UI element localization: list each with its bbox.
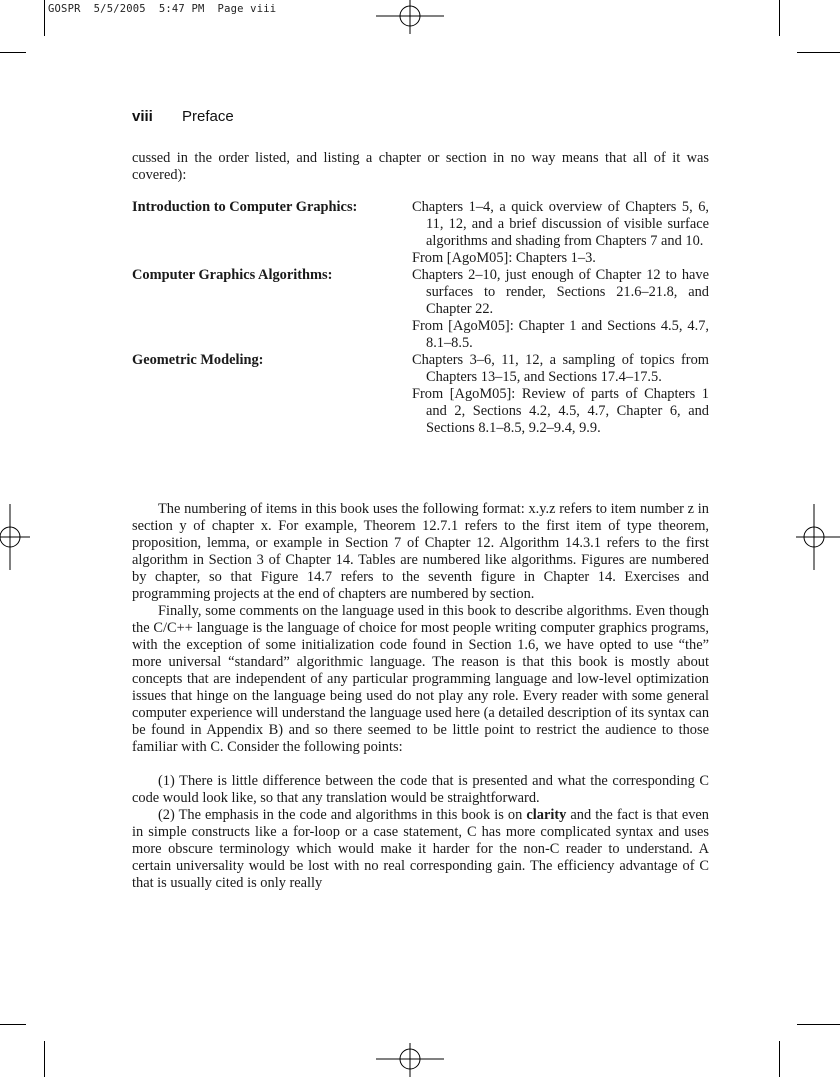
registration-mark-left: [0, 504, 30, 570]
crop-mark-bottom-right-h: [797, 1024, 840, 1025]
course-list: [132, 199, 709, 437]
registration-mark-right: [796, 504, 840, 570]
crop-mark-top-left-v: [44, 0, 45, 36]
crop-mark-bottom-right-v: [779, 1041, 780, 1077]
course-description: [412, 352, 709, 437]
registration-mark-bottom: [376, 1043, 444, 1077]
course-item: From [AgoM05]: Chapters 1–3.: [412, 250, 596, 266]
course-name: Computer Graphics Algorithms:: [132, 267, 333, 283]
point-2-paragraph: [132, 807, 709, 892]
course-item: From [AgoM05]: Chapter 1 and Sections 4.5, 4.7, 8.1–8.5.: [412, 318, 709, 351]
course-description: [412, 199, 709, 267]
registration-mark-top: [376, 0, 444, 34]
crop-mark-top-right-h: [797, 52, 840, 53]
course-entry: [132, 267, 709, 352]
language-paragraph: Finally, some comments on the language used in this book to describe algorithms. Even though the C/C++ language is the language of choice for most people writing computer graphics programs, with the exception of some initialization code found in Section 1.6, we have opted to use “the” more universal “standard” algorithmic language. The reason is that this book is mostly about concepts that are independent of any particular programming language and low-level optimization issues that hinge on the language being used do not play any role. Every reader with some general computer experience will understand the language used here (a detailed description of its syntax can be found in Appendix B) and so there seemed to be little point to restrict the audience to those familiar with C. Consider the following points:: [132, 603, 710, 755]
course-name: Geometric Modeling:: [132, 352, 264, 368]
point-2-text-start: (2) The emphasis in the code and algorithms in this book is on: [158, 807, 527, 823]
running-head: [132, 108, 234, 125]
crop-mark-bottom-left-h: [0, 1024, 26, 1025]
course-entry: [132, 352, 709, 437]
course-item: From [AgoM05]: Review of parts of Chapters 1 and 2, Sections 4.2, 4.5, 4.7, Chapter 6, and Sections 8.1–8.5, 9.2–9.4, 9.9.: [412, 386, 709, 436]
intro-paragraph-block: [132, 150, 709, 184]
numbering-paragraph: The numbering of items in this book uses the following format: x.y.z refers to item number z in section y of chapter x. For example, Theorem 12.7.1 refers to the first item of type theorem, proposition, lemma, or example in Section 7 of Chapter 12. Algorithm 14.3.1 refers to the first algorithm in Section 3 of Chapter 14. Tables are numbered like algorithms. Figures are numbered by chapter, so that Figure 14.7 refers to the seventh figure in Chapter 14. Exercises and programming projects at the end of chapters are numbered by section.: [132, 501, 709, 602]
course-entry: [132, 199, 709, 267]
point-2-text-end: and the fact is that even in simple constructs like a for-loop or a case statement, C has more complicated syntax and uses more obscure terminology which would make it harder for the non-C reader to understand. A certain universality would be lost with no real corresponding gain. The efficiency advantage of C that is usually cited is only really: [132, 807, 709, 891]
body-paragraphs: [132, 501, 709, 892]
intro-paragraph: cussed in the order listed, and listing a chapter or section in no way means that all of it was covered):: [132, 150, 709, 183]
crop-mark-bottom-left-v: [44, 1041, 45, 1077]
point-1-paragraph: (1) There is little difference between the code that is presented and what the corresponding C code would look like, so that any translation would be straightforward.: [132, 773, 709, 806]
running-head-title: Preface: [182, 108, 234, 125]
course-name: Introduction to Computer Graphics:: [132, 199, 358, 215]
clarity-emphasis: clarity: [526, 807, 567, 823]
crop-mark-top-right-v: [779, 0, 780, 36]
course-item: Chapters 3–6, 11, 12, a sampling of topics from Chapters 13–15, and Sections 17.4–17.5.: [412, 352, 709, 385]
page-number: viii: [132, 108, 153, 125]
printer-slug: GOSPR 5/5/2005 5:47 PM Page viii: [48, 3, 277, 15]
course-item: Chapters 2–10, just enough of Chapter 12 to have surfaces to render, Sections 21.6–21.8, and Chapter 22.: [412, 267, 709, 317]
crop-mark-top-left-h: [0, 52, 26, 53]
course-item: Chapters 1–4, a quick overview of Chapters 5, 6, 11, 12, and a brief discussion of visible surface algorithms and shading from Chapters 7 and 10.: [412, 199, 709, 249]
course-description: [412, 267, 709, 352]
